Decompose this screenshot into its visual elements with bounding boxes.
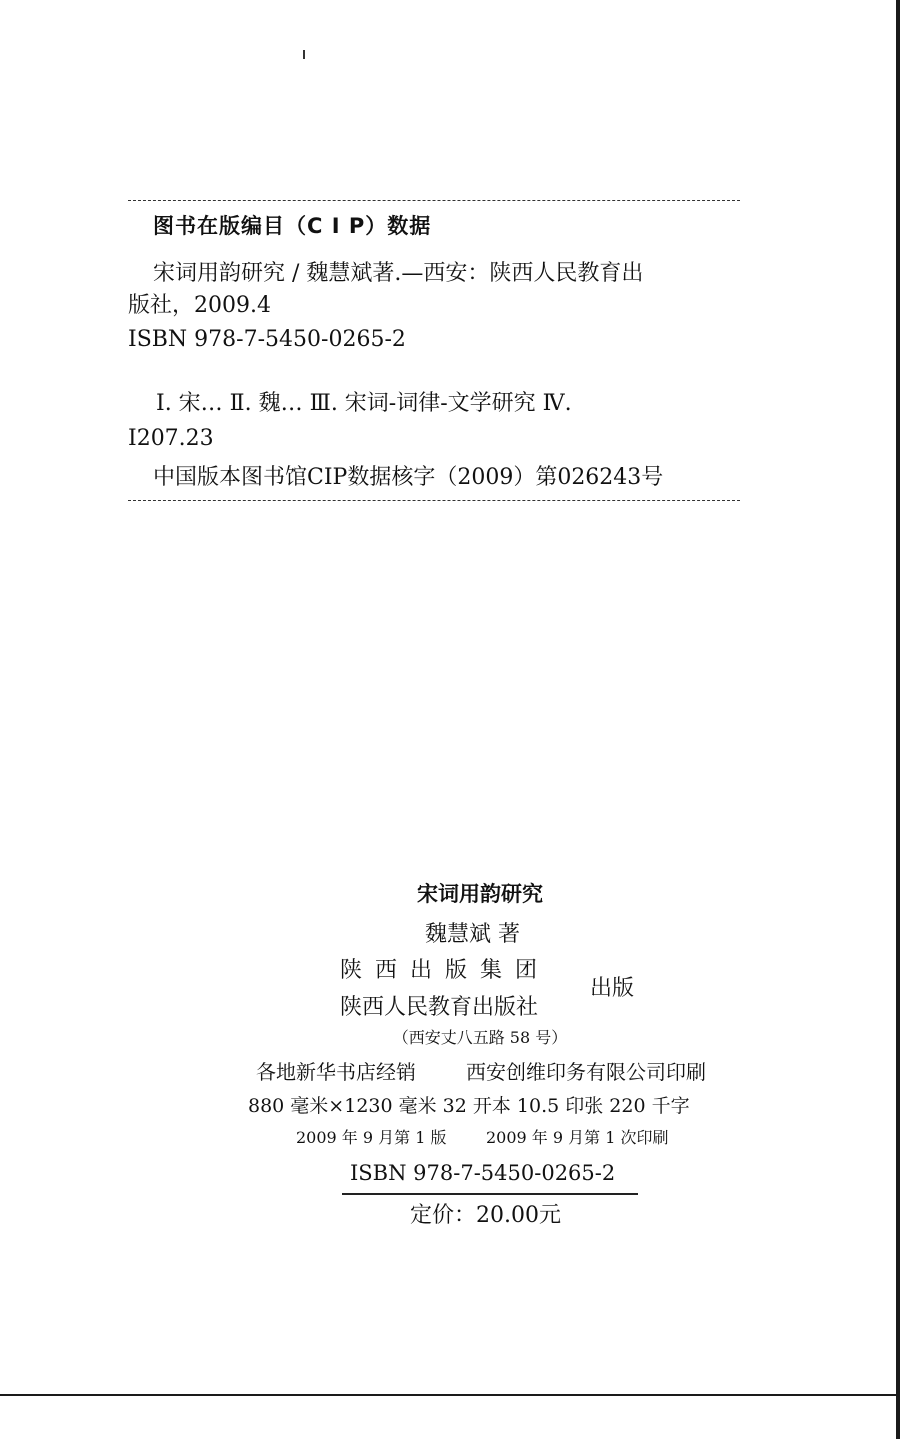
colophon-distributor: 各地新华书店经销 bbox=[256, 1060, 416, 1084]
scan-border-right bbox=[896, 0, 900, 1439]
colophon-specs: 880 毫米×1230 毫米 32 开本 10.5 印张 220 千字 bbox=[248, 1095, 690, 1117]
colophon-publish-tag: 出版 bbox=[590, 976, 635, 1001]
colophon-publisher-group: 陕西出版集团 bbox=[340, 958, 551, 983]
colophon-address: （西安丈八五路 58 号） bbox=[392, 1028, 568, 1047]
colophon-price: 定价：20.00元 bbox=[410, 1203, 561, 1228]
colophon-edition: 2009 年 9 月第 1 版 bbox=[296, 1128, 447, 1147]
colophon-publisher: 陕西人民教育出版社 bbox=[340, 995, 539, 1020]
colophon-author: 魏慧斌 著 bbox=[425, 922, 520, 947]
cip-title-line-continued: 版社，2009.4 bbox=[128, 293, 271, 318]
colophon-isbn: ISBN 978-7-5450-0265-2 bbox=[350, 1161, 616, 1185]
cip-record-number: 中国版本图书馆CIP数据核字（2009）第026243号 bbox=[153, 465, 664, 490]
colophon-printer: 西安创维印务有限公司印刷 bbox=[466, 1060, 706, 1084]
cip-subject-line: Ⅰ. 宋… Ⅱ. 魏… Ⅲ. 宋词-词律-文学研究 Ⅳ. bbox=[156, 391, 572, 416]
cip-isbn-line: ISBN 978-7-5450-0265-2 bbox=[128, 327, 406, 352]
cip-title-line: 宋词用韵研究 / 魏慧斌著.—西安：陕西人民教育出 bbox=[153, 261, 644, 286]
colophon-title: 宋词用韵研究 bbox=[417, 882, 543, 906]
colophon-isbn-rule bbox=[342, 1193, 638, 1195]
scan-speck bbox=[303, 50, 305, 59]
colophon-printing: 2009 年 9 月第 1 次印刷 bbox=[486, 1128, 669, 1147]
cip-top-dashed-rule bbox=[128, 200, 740, 201]
cip-bottom-dashed-rule bbox=[128, 500, 740, 501]
cip-classification: I207.23 bbox=[128, 426, 214, 451]
cip-header: 图书在版编目（C I P）数据 bbox=[153, 214, 432, 238]
scan-border-bottom bbox=[0, 1394, 900, 1396]
